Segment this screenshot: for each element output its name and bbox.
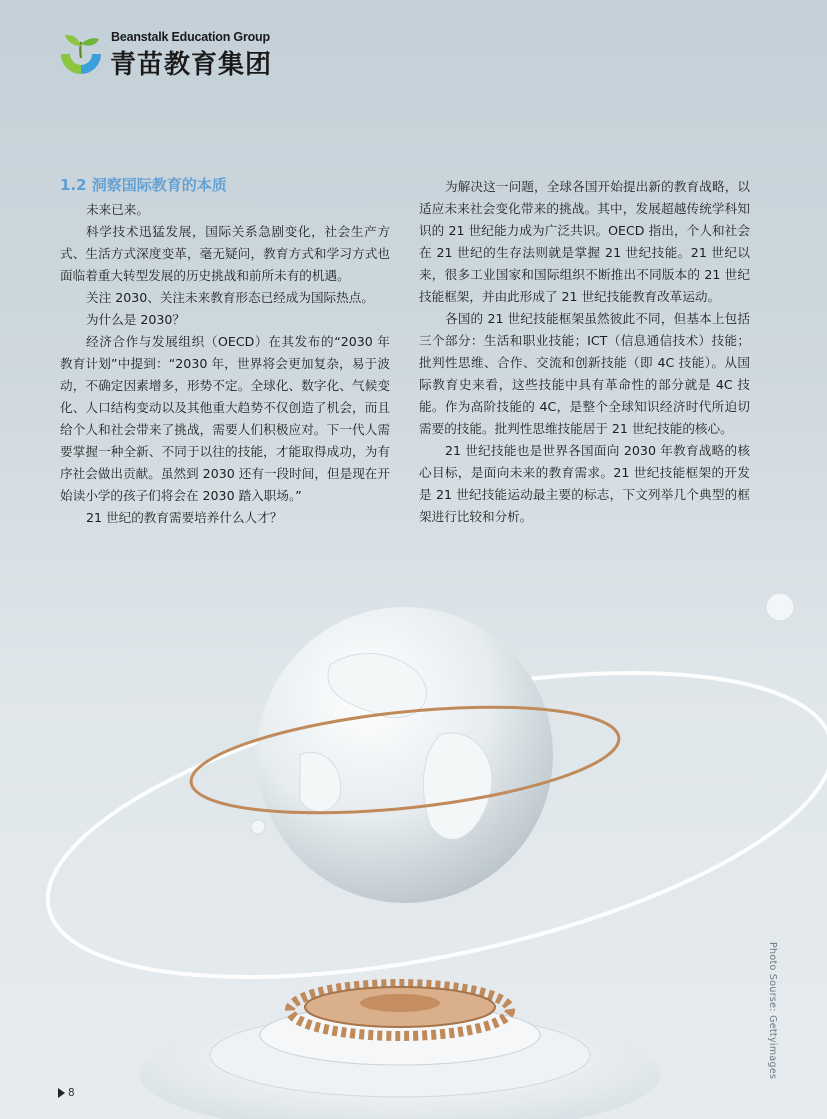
sprout-logo-icon bbox=[58, 32, 104, 78]
globe-illustration bbox=[0, 555, 827, 1119]
left-column bbox=[60, 174, 390, 529]
photo-credit bbox=[767, 942, 790, 1080]
paragraph: 科学技术迅猛发展，国际关系急剧变化，社会生产方式、生活方式深度变革，毫无疑问，教育方式和学习方式也面临着重大转型发展的历史挑战和前所未有的机遇。 bbox=[60, 224, 390, 283]
paragraph: 为什么是 2030？ bbox=[86, 312, 186, 327]
brand-logo bbox=[58, 28, 288, 78]
page-number-text: 8 bbox=[68, 1087, 75, 1099]
paragraph: 为解决这一问题，全球各国开始提出新的教育战略，以适应未来社会变化带来的挑战。其中，发展超越传统学科知识的 21 世纪能力成为广泛共识。OECD 指出，个人和社会在 21 世纪的生存法则就是掌握 21 世纪技能。21 世纪以来，很多工业国家和国际组织不断推出不同版本的 21 世纪技能框架，并由此形成了 21 世纪技能教育改革运动。 bbox=[419, 179, 750, 304]
paragraph: 经济合作与发展组织（OECD）在其发布的“2030 年教育计划”中提到：“2030 年，世界将会更加复杂，易于波动，不确定因素增多，形势不定。全球化、数字化、气候变化、人口结构变动以及其他重大趋势不仅创造了机会，而且给个人和社会带来了挑战，需要人们积极应对。下一代人需要掌握一种全新、不同于以往的技能，才能取得成功，为有序社会做出贡献。虽然到 2030 还有一段时间，但是现在开始读小学的孩子们将会在 2030 踏入职场。” bbox=[60, 334, 390, 503]
page-number bbox=[58, 1087, 75, 1099]
triangle-marker-icon bbox=[58, 1088, 65, 1098]
paragraph: 未来已来。 bbox=[86, 202, 149, 217]
brand-name-en: Beanstalk Education Group bbox=[111, 30, 270, 44]
paragraph: 关注 2030、关注未来教育形态已经成为国际热点。 bbox=[86, 290, 374, 305]
section-heading: 1.2 洞察国际教育的本质 bbox=[60, 176, 227, 194]
photo-credit-text: Photo Sourse: Gettyimages bbox=[767, 942, 778, 1080]
paragraph: 各国的 21 世纪技能框架虽然彼此不同，但基本上包括三个部分：生活和职业技能；ICT（信息通信技术）技能；批判性思维、合作、交流和创新技能（即 4C 技能）。从国际教育史来看，这些技能中具有革命性的部分就是 4C 技能。作为高阶技能的 4C，是整个全球知识经济时代所迫切需要的技能。批判性思维技能居于 21 世纪技能的核心。 bbox=[419, 311, 750, 436]
brand-name-cn: 青苗教育集团 bbox=[110, 50, 273, 80]
right-column bbox=[419, 176, 750, 528]
paragraph: 21 世纪技能也是世界各国面向 2030 年教育战略的核心目标，是面向未来的教育需求。21 世纪技能框架的开发是 21 世纪技能运动最主要的标志，下文列举几个典型的框架进行比较和分析。 bbox=[419, 443, 750, 524]
paragraph: 21 世纪的教育需要培养什么人才？ bbox=[86, 510, 283, 525]
